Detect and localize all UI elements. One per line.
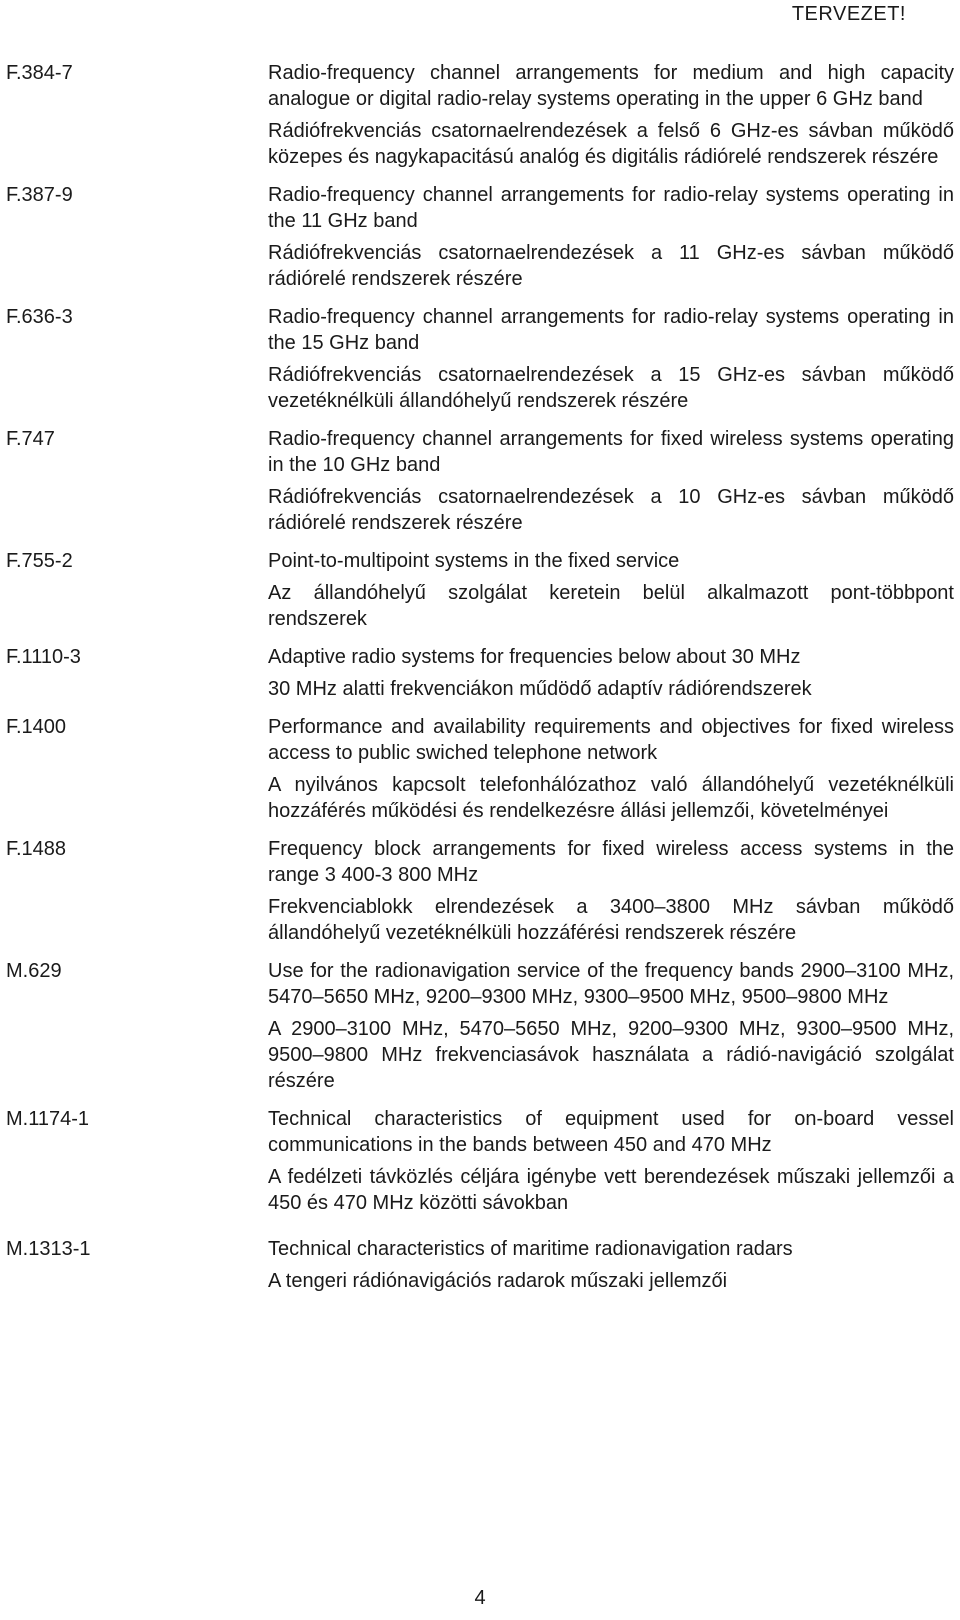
list-item bbox=[6, 714, 954, 824]
english-title: Radio-frequency channel arrangements for radio-relay systems operating in the 15 GHz band bbox=[268, 306, 954, 354]
list-item bbox=[6, 304, 954, 414]
hungarian-title: A fedélzeti távközlés céljára igénybe vett berendezések műszaki jellemzői a 450 és 470 MHz közötti sávokban bbox=[268, 1166, 954, 1214]
recommendation-titles bbox=[268, 1236, 954, 1294]
recommendation-code: F.1488 bbox=[6, 838, 67, 860]
english-title: Adaptive radio systems for frequencies below about 30 MHz bbox=[268, 646, 801, 668]
list-item bbox=[6, 548, 954, 632]
hungarian-title: Rádiófrekvenciás csatornaelrendezések a 15 GHz-es sávban működő vezetéknélküli állandóhelyű rendszerek részére bbox=[268, 364, 954, 412]
recommendation-code: M.629 bbox=[6, 960, 62, 982]
hungarian-title: A nyilvános kapcsolt telefonhálózathoz való állandóhelyű vezetéknélküli hozzáférés működési és rendelkezésre állási jellemzői, követelményei bbox=[268, 774, 954, 822]
list-item bbox=[6, 426, 954, 536]
recommendation-code: F.1400 bbox=[6, 716, 67, 738]
recommendation-titles bbox=[268, 958, 954, 1094]
recommendation-titles bbox=[268, 182, 954, 292]
page-number: 4 bbox=[474, 1587, 486, 1609]
list-item bbox=[6, 836, 954, 946]
recommendation-code: F.747 bbox=[6, 428, 55, 450]
list-item bbox=[6, 644, 954, 702]
recommendation-code: F.636-3 bbox=[6, 306, 73, 328]
recommendation-code: F.384-7 bbox=[6, 62, 73, 84]
draft-mark: TERVEZET! bbox=[791, 3, 906, 25]
recommendation-titles bbox=[268, 426, 954, 536]
recommendation-titles bbox=[268, 548, 954, 632]
recommendation-code: M.1174-1 bbox=[6, 1108, 90, 1130]
english-title: Radio-frequency channel arrangements for fixed wireless systems operating in the 10 GHz band bbox=[268, 428, 954, 476]
recommendation-titles bbox=[268, 60, 954, 170]
recommendation-code: M.1313-1 bbox=[6, 1238, 91, 1260]
hungarian-title: A tengeri rádiónavigációs radarok műszaki jellemzői bbox=[268, 1270, 728, 1292]
hungarian-title: A 2900–3100 MHz, 5470–5650 MHz, 9200–9300 MHz, 9300–9500 MHz, 9500–9800 MHz frekvenciasávok használata a rádió-navigáció szolgálat részére bbox=[268, 1018, 954, 1092]
recommendation-code: F.755-2 bbox=[6, 550, 73, 572]
recommendation-code: F.1110-3 bbox=[6, 646, 81, 668]
recommendation-titles bbox=[268, 714, 954, 824]
english-title: Performance and availability requirements and objectives for fixed wireless access to public swiched telephone network bbox=[268, 716, 954, 764]
list-item bbox=[6, 1236, 954, 1294]
recommendation-list bbox=[6, 60, 954, 1294]
english-title: Radio-frequency channel arrangements for medium and high capacity analogue or digital radio-relay systems operating in the upper 6 GHz band bbox=[268, 62, 954, 110]
recommendation-titles bbox=[268, 304, 954, 414]
english-title: Use for the radionavigation service of the frequency bands 2900–3100 MHz, 5470–5650 MHz, 9200–9300 MHz, 9300–9500 MHz, 9500–9800 MHz bbox=[268, 960, 954, 1008]
hungarian-title: Az állandóhelyű szolgálat keretein belül alkalmazott pont-többpont rendszerek bbox=[268, 582, 954, 630]
english-title: Point-to-multipoint systems in the fixed service bbox=[268, 550, 680, 572]
hungarian-title: 30 MHz alatti frekvenciákon műdödő adaptív rádiórendszerek bbox=[268, 678, 812, 700]
english-title: Technical characteristics of equipment used for on-board vessel communications in the bands between 450 and 470 MHz bbox=[268, 1108, 954, 1156]
english-title: Frequency block arrangements for fixed wireless access systems in the range 3 400-3 800 MHz bbox=[268, 838, 954, 886]
hungarian-title: Rádiófrekvenciás csatornaelrendezések a 11 GHz-es sávban működő rádiórelé rendszerek részére bbox=[268, 242, 954, 290]
hungarian-title: Rádiófrekvenciás csatornaelrendezések a 10 GHz-es sávban működő rádiórelé rendszerek részére bbox=[268, 486, 954, 534]
english-title: Radio-frequency channel arrangements for radio-relay systems operating in the 11 GHz band bbox=[268, 184, 954, 232]
recommendation-titles bbox=[268, 644, 954, 702]
list-item bbox=[6, 182, 954, 292]
recommendation-code: F.387-9 bbox=[6, 184, 73, 206]
hungarian-title: Frekvenciablokk elrendezések a 3400–3800 MHz sávban működő állandóhelyű vezetéknélküli hozzáférési rendszerek részére bbox=[268, 896, 954, 944]
english-title: Technical characteristics of maritime radionavigation radars bbox=[268, 1238, 793, 1260]
list-item bbox=[6, 60, 954, 170]
recommendation-titles bbox=[268, 1106, 954, 1216]
hungarian-title: Rádiófrekvenciás csatornaelrendezések a felső 6 GHz-es sávban működő közepes és nagykapacitású analóg és digitális rádiórelé rendszerek részére bbox=[268, 120, 954, 168]
recommendation-titles bbox=[268, 836, 954, 946]
list-item bbox=[6, 1106, 954, 1216]
list-item bbox=[6, 958, 954, 1094]
